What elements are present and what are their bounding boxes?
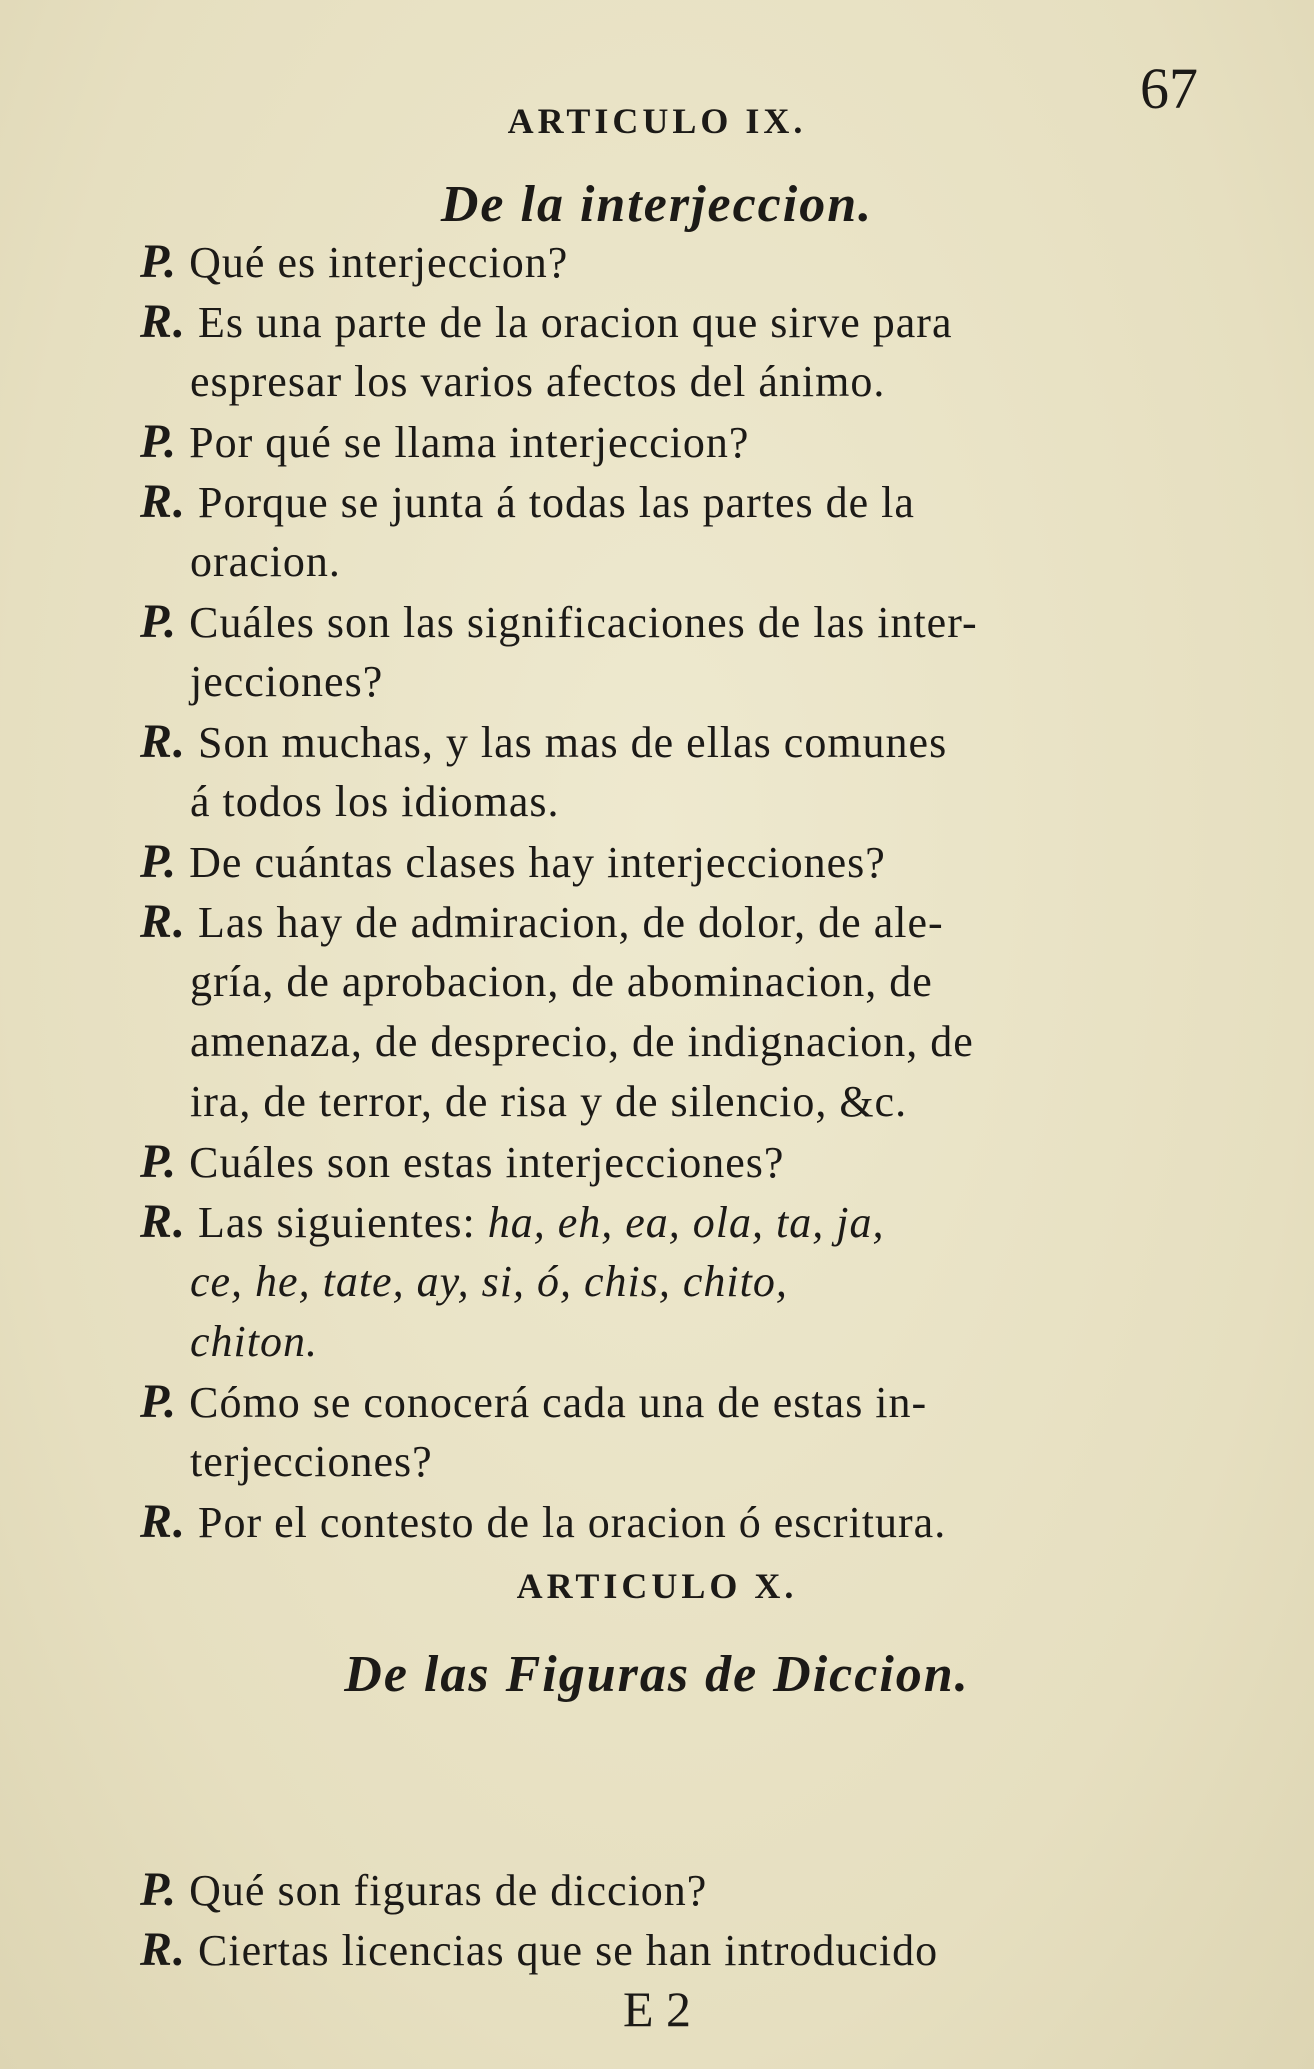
page-number: 67 bbox=[1140, 56, 1198, 121]
answer-line bbox=[140, 1920, 1260, 1980]
line-text: Las siguientes: bbox=[198, 1198, 476, 1247]
line-text: terjecciones? bbox=[190, 1437, 433, 1486]
speaker-marker: P. bbox=[140, 1863, 178, 1916]
line-text: ira, de terror, de risa y de silencio, &c. bbox=[190, 1077, 908, 1126]
line-text: Son muchas, y las mas de ellas comunes bbox=[198, 718, 948, 767]
line-text: Por el contesto de la oracion ó escritura. bbox=[198, 1498, 947, 1547]
answer-line bbox=[140, 892, 1260, 952]
line-text: Qué son figuras de diccion? bbox=[189, 1866, 708, 1915]
line-text: Por qué se llama interjeccion? bbox=[189, 418, 750, 467]
article-ix-qa bbox=[140, 232, 1260, 1552]
question-line bbox=[140, 412, 1260, 472]
continuation-line bbox=[140, 1012, 1260, 1072]
line-text: Cuáles son estas interjecciones? bbox=[189, 1138, 785, 1187]
speaker-marker: P. bbox=[140, 235, 178, 288]
answer-line bbox=[140, 292, 1260, 352]
article-x-heading: ARTICULO X. bbox=[516, 1566, 798, 1606]
interjection-examples: chiton. bbox=[190, 1317, 318, 1366]
continuation-line bbox=[140, 1432, 1260, 1492]
speaker-marker: R. bbox=[140, 295, 187, 348]
speaker-marker: P. bbox=[140, 1135, 178, 1188]
answer-line bbox=[140, 1192, 1260, 1252]
question-line bbox=[140, 1860, 1260, 1920]
continuation-line bbox=[140, 532, 1260, 592]
article-ix-title: De la interjeccion. bbox=[440, 176, 874, 233]
line-text: oracion. bbox=[190, 537, 341, 586]
continuation-line bbox=[140, 772, 1260, 832]
speaker-marker: P. bbox=[140, 1375, 178, 1428]
speaker-marker: R. bbox=[140, 895, 187, 948]
signature-mark: E 2 bbox=[622, 1981, 692, 2037]
line-text: Porque se junta á todas las partes de la bbox=[198, 478, 915, 527]
question-line bbox=[140, 1132, 1260, 1192]
line-text: Qué es interjeccion? bbox=[189, 238, 569, 287]
continuation-line bbox=[140, 352, 1260, 412]
question-line bbox=[140, 232, 1260, 292]
article-x-qa bbox=[140, 1860, 1260, 1980]
line-text: Ciertas licencias que se han introducido bbox=[198, 1926, 939, 1975]
line-text: Es una parte de la oracion que sirve para bbox=[198, 298, 953, 347]
interjection-examples: ce, he, tate, ay, si, ó, chis, chito, bbox=[190, 1257, 788, 1306]
article-x-title: De las Figuras de Diccion. bbox=[344, 1646, 970, 1703]
line-text: Cómo se conocerá cada una de estas in- bbox=[189, 1378, 928, 1427]
speaker-marker: P. bbox=[140, 595, 178, 648]
answer-line bbox=[140, 712, 1260, 772]
continuation-line bbox=[140, 1252, 1260, 1312]
continuation-line bbox=[140, 1072, 1260, 1132]
line-text: De cuántas clases hay interjecciones? bbox=[189, 838, 886, 887]
speaker-marker: P. bbox=[140, 415, 178, 468]
answer-line bbox=[140, 472, 1260, 532]
line-text: Cuáles son las significaciones de las inter- bbox=[189, 598, 978, 647]
question-line bbox=[140, 832, 1260, 892]
line-text: á todos los idiomas. bbox=[190, 777, 560, 826]
line-text: espresar los varios afectos del ánimo. bbox=[190, 357, 886, 406]
continuation-line bbox=[140, 652, 1260, 712]
question-line bbox=[140, 592, 1260, 652]
speaker-marker: R. bbox=[140, 715, 187, 768]
question-line bbox=[140, 1372, 1260, 1432]
speaker-marker: P. bbox=[140, 835, 178, 888]
line-text: amenaza, de desprecio, de indignacion, de bbox=[190, 1017, 974, 1066]
speaker-marker: R. bbox=[140, 475, 187, 528]
speaker-marker: R. bbox=[140, 1923, 187, 1976]
line-text: Las hay de admiracion, de dolor, de ale- bbox=[198, 898, 944, 947]
speaker-marker: R. bbox=[140, 1195, 187, 1248]
article-ix-heading: ARTICULO IX. bbox=[507, 101, 807, 141]
answer-line bbox=[140, 1492, 1260, 1552]
line-text: gría, de aprobacion, de abominacion, de bbox=[190, 957, 933, 1006]
speaker-marker: R. bbox=[140, 1495, 187, 1548]
continuation-line bbox=[140, 952, 1260, 1012]
interjection-examples: ha, eh, ea, ola, ta, ja, bbox=[487, 1198, 885, 1247]
line-text: jecciones? bbox=[190, 657, 384, 706]
continuation-line bbox=[140, 1312, 1260, 1372]
